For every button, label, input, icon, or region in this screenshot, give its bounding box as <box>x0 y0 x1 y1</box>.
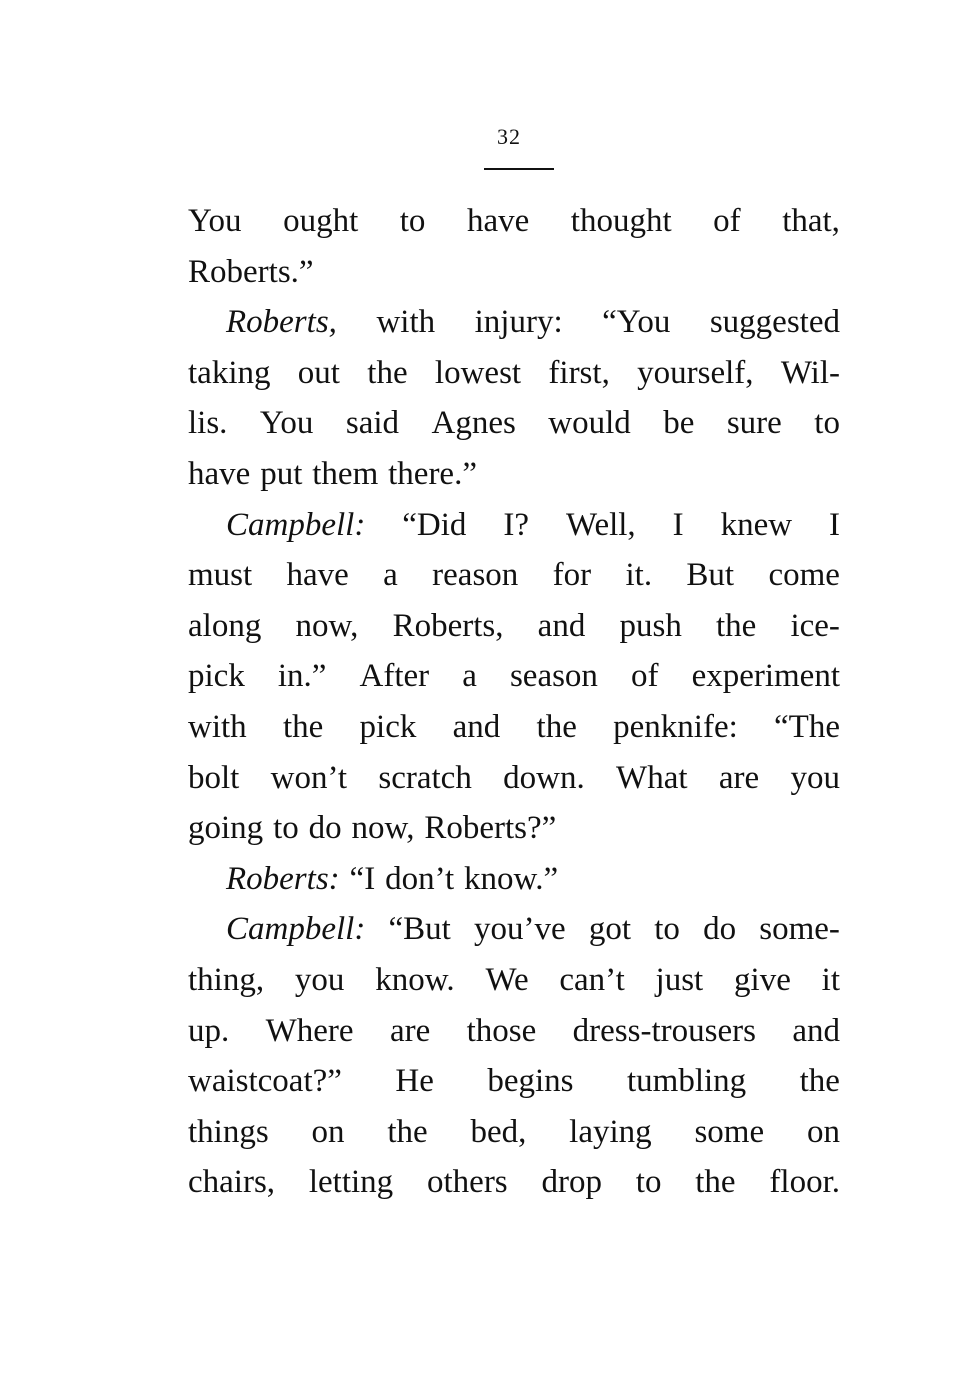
word: Roberts.” <box>188 253 314 290</box>
text-line <box>188 550 840 601</box>
body-text <box>188 196 840 1208</box>
word: have <box>466 203 530 239</box>
word: lis. <box>188 405 228 442</box>
word: a <box>383 557 398 594</box>
word: down. <box>503 759 585 796</box>
word: along <box>188 607 262 644</box>
word: with <box>376 304 436 341</box>
word: a <box>462 658 477 695</box>
word: and <box>792 1012 840 1049</box>
word: push <box>619 607 682 644</box>
word: scratch <box>378 759 472 796</box>
word: “Did <box>402 506 467 543</box>
text-line <box>188 1107 840 1158</box>
word: drop <box>541 1164 602 1201</box>
word: and <box>452 708 501 745</box>
word: the <box>367 354 408 391</box>
word: give <box>734 961 791 998</box>
word: things <box>188 1113 269 1150</box>
word: of <box>713 203 741 239</box>
text-line <box>188 247 840 298</box>
word: you <box>790 759 840 796</box>
word: Well, <box>565 506 636 543</box>
text-line <box>188 1056 840 1107</box>
word: penknife: <box>613 708 738 745</box>
text-line <box>188 651 840 702</box>
text-line <box>188 398 840 449</box>
word: What <box>616 759 688 796</box>
word: put <box>260 455 303 492</box>
word: the <box>387 1113 428 1150</box>
text-line <box>188 854 840 905</box>
word: got <box>588 911 632 948</box>
text-line <box>188 500 840 551</box>
word: “But <box>388 911 451 948</box>
text-line <box>188 297 840 348</box>
speaker-name: Campbell: <box>226 911 366 948</box>
word: lowest <box>434 354 522 391</box>
word: to <box>273 810 299 847</box>
word: them <box>312 455 379 492</box>
word: You <box>259 405 314 442</box>
word: We <box>485 961 529 998</box>
word: “The <box>774 708 840 745</box>
word: I <box>672 506 684 543</box>
word: waistcoat?” <box>188 1063 342 1100</box>
word: going <box>188 810 264 847</box>
word: now, <box>295 607 359 644</box>
text-line <box>188 753 840 804</box>
word: to <box>814 405 840 442</box>
word: reason <box>432 557 519 594</box>
word: are <box>389 1012 431 1049</box>
word: pick <box>359 708 417 745</box>
word: with <box>188 708 247 745</box>
word: on <box>806 1113 840 1150</box>
word: there.” <box>388 455 477 492</box>
text-line <box>188 1157 840 1208</box>
word: the <box>695 1164 736 1201</box>
word: experiment <box>691 658 840 695</box>
word: some- <box>759 911 840 948</box>
word: thing, <box>188 961 265 998</box>
word: But <box>686 557 735 594</box>
word: out <box>297 354 340 391</box>
word: “You <box>602 304 671 341</box>
word: Roberts?” <box>424 810 557 847</box>
word: “I <box>349 860 376 897</box>
text-line <box>188 348 840 399</box>
word: be <box>663 405 695 442</box>
word: the <box>536 708 577 745</box>
word: have <box>188 455 251 492</box>
word: have <box>286 557 349 594</box>
word: it. <box>625 557 653 594</box>
word: ought <box>283 203 359 239</box>
word: some <box>694 1113 765 1150</box>
word: and <box>537 607 586 644</box>
word: sure <box>726 405 782 442</box>
word: Agnes <box>431 405 516 442</box>
word: the <box>715 607 757 644</box>
page-number-rule <box>484 168 554 170</box>
text-line <box>188 904 840 955</box>
word: just <box>655 961 704 998</box>
word: to <box>654 911 680 948</box>
word: the <box>799 1063 840 1100</box>
text-line <box>188 449 840 500</box>
word: floor. <box>769 1164 840 1201</box>
word: on <box>311 1113 345 1150</box>
word: would <box>548 405 631 442</box>
text-line <box>188 803 840 854</box>
word: said <box>345 405 400 442</box>
word: now, <box>351 810 415 847</box>
word: letting <box>308 1164 394 1201</box>
word: to <box>399 203 426 239</box>
word: chairs, <box>188 1164 276 1201</box>
word: Wil- <box>780 354 840 391</box>
word: know. <box>375 961 455 998</box>
word: don’t <box>385 860 455 897</box>
word: I <box>828 506 840 543</box>
word: After <box>359 658 430 695</box>
word: it <box>821 961 840 998</box>
text-line <box>188 196 840 247</box>
word: Roberts, <box>392 607 504 644</box>
word: laying <box>569 1113 652 1150</box>
word: pick <box>188 658 245 695</box>
word: the <box>282 708 324 745</box>
word: you <box>294 961 345 998</box>
word: taking <box>188 354 271 391</box>
word: are <box>718 759 760 796</box>
word: know.” <box>464 860 559 897</box>
word: come <box>768 557 840 594</box>
word: Where <box>265 1012 354 1049</box>
word: suggested <box>709 304 840 341</box>
word: You <box>188 203 242 239</box>
word: ice- <box>790 607 840 644</box>
word: bolt <box>188 759 240 796</box>
word: must <box>188 557 253 594</box>
speaker-name: Roberts: <box>226 860 340 897</box>
word: others <box>427 1164 508 1201</box>
word: do <box>308 810 342 847</box>
text-line <box>188 702 840 753</box>
word: tumbling <box>626 1063 747 1100</box>
word: injury: <box>474 304 563 341</box>
word: do <box>703 911 737 948</box>
text-line <box>188 955 840 1006</box>
word: He <box>395 1063 434 1100</box>
word: you’ve <box>474 911 566 948</box>
word: yourself, <box>637 354 754 391</box>
word: to <box>635 1164 662 1201</box>
word: first, <box>548 354 610 391</box>
speaker-name: Roberts, <box>226 304 337 341</box>
word: won’t <box>270 759 348 796</box>
text-line <box>188 601 840 652</box>
text-line <box>188 1006 840 1057</box>
word: that, <box>782 203 840 239</box>
word: up. <box>188 1012 230 1049</box>
word: for <box>552 557 592 594</box>
page-number: 32 <box>497 124 521 149</box>
word: of <box>631 658 659 695</box>
word: dress-trousers <box>572 1012 756 1049</box>
word: those <box>466 1012 537 1049</box>
word: season <box>509 658 598 695</box>
word: in.” <box>277 658 327 695</box>
word: knew <box>720 506 793 543</box>
speaker-name: Campbell: <box>226 506 366 543</box>
word: can’t <box>559 961 625 998</box>
word: thought <box>570 203 672 239</box>
word: I? <box>503 506 529 543</box>
word: begins <box>487 1063 574 1100</box>
word: bed, <box>470 1113 527 1150</box>
